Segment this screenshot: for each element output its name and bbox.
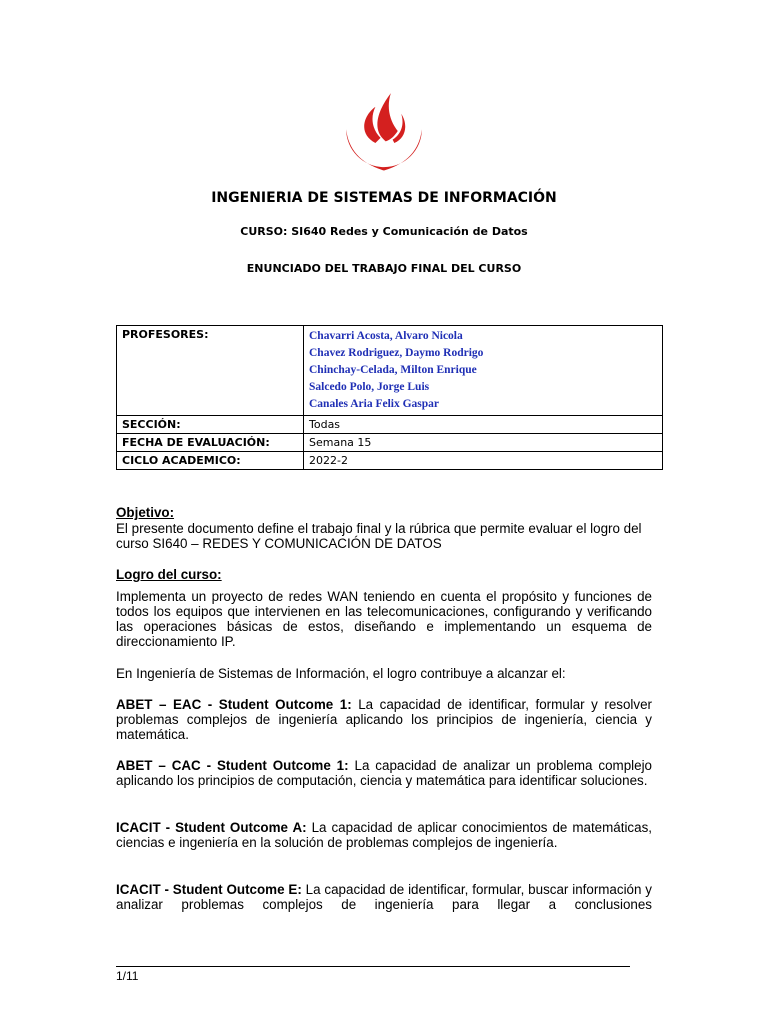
- ciclo-value: 2022-2: [304, 452, 663, 470]
- outcome-text: La capacidad de identificar, formular y resolver problemas complejos de ingeniería aplicando los principios de ingeniería, ciencia y matemática.: [116, 697, 652, 742]
- course-info-table: [116, 325, 663, 470]
- objetivo-heading-text: Objetivo:: [116, 505, 175, 520]
- seccion-label: SECCIÓN:: [117, 416, 304, 434]
- logro-intro: En Ingeniería de Sistemas de Información, el logro contribuye a alcanzar el:: [116, 666, 566, 681]
- outcome-paragraph: [116, 820, 652, 850]
- document-title: ENUNCIADO DEL TRABAJO FINAL DEL CURSO: [246, 262, 522, 275]
- outcome-label: ABET – EAC - Student Outcome 1:: [116, 697, 352, 712]
- fecha-value: Semana 15: [304, 434, 663, 452]
- profesor-name: Chavez Rodriguez, Daymo Rodrigo: [309, 347, 484, 359]
- seccion-value: Todas: [304, 416, 663, 434]
- table-row: [117, 434, 663, 452]
- outcome-label: ICACIT - Student Outcome A:: [116, 820, 307, 835]
- objetivo-heading: [116, 505, 652, 520]
- university-logo: [341, 88, 427, 174]
- outcome-paragraph: [116, 758, 652, 788]
- ciclo-label: CICLO ACADEMICO:: [117, 452, 304, 470]
- course-title: CURSO: SI640 Redes y Comunicación de Datos: [240, 225, 528, 238]
- profesor-name: Salcedo Polo, Jorge Luis: [309, 381, 430, 393]
- outcome-paragraph: [116, 882, 652, 912]
- table-row: [117, 326, 663, 416]
- outcome-label: ABET – CAC - Student Outcome 1:: [116, 758, 349, 773]
- outcome-text: La capacidad de analizar un problema complejo aplicando los principios de computación, ciencia y matemática para identificar soluciones.: [116, 758, 652, 788]
- profesores-label: PROFESORES:: [117, 326, 304, 416]
- profesor-name: Chinchay-Celada, Milton Enrique: [309, 364, 477, 376]
- profesores-list: [304, 326, 663, 416]
- outcome-text: La capacidad de aplicar conocimientos de matemáticas, ciencias e ingeniería en la solución de problemas complejos de ingeniería.: [116, 820, 652, 850]
- logro-heading-text: Logro del curso:: [116, 567, 222, 582]
- logro-heading: [116, 567, 652, 582]
- fecha-label: FECHA DE EVALUACIÓN:: [117, 434, 304, 452]
- objetivo-text: El presente documento define el trabajo final y la rúbrica que permite evaluar el logro del curso SI640 – REDES Y COMUNICACIÓN DE DATOS: [116, 521, 642, 551]
- outcome-paragraph: [116, 697, 652, 742]
- outcome-label: ICACIT - Student Outcome E:: [116, 882, 302, 897]
- institution-title: INGENIERIA DE SISTEMAS DE INFORMACIÓN: [211, 190, 557, 206]
- logro-text: Implementa un proyecto de redes WAN teniendo en cuenta el propósito y funciones de todos los equipos que intervienen en las telecomunicaciones, configurando y verificando las operaciones básicas de estos, diseñando e implementando un esquema de direccionamiento IP.: [116, 589, 652, 649]
- outcome-text: La capacidad de identificar, formular, buscar información y analizar problemas complejos de ingeniería para llegar a conclusiones: [116, 882, 652, 912]
- profesor-name: Chavarri Acosta, Alvaro Nicola: [309, 330, 463, 342]
- page-number: 1/11: [116, 969, 139, 983]
- table-row: [117, 452, 663, 470]
- footer-divider: [116, 966, 630, 967]
- profesor-name: Canales Aria Felix Gaspar: [309, 398, 440, 410]
- logo-center-flame: [377, 93, 397, 141]
- table-row: [117, 416, 663, 434]
